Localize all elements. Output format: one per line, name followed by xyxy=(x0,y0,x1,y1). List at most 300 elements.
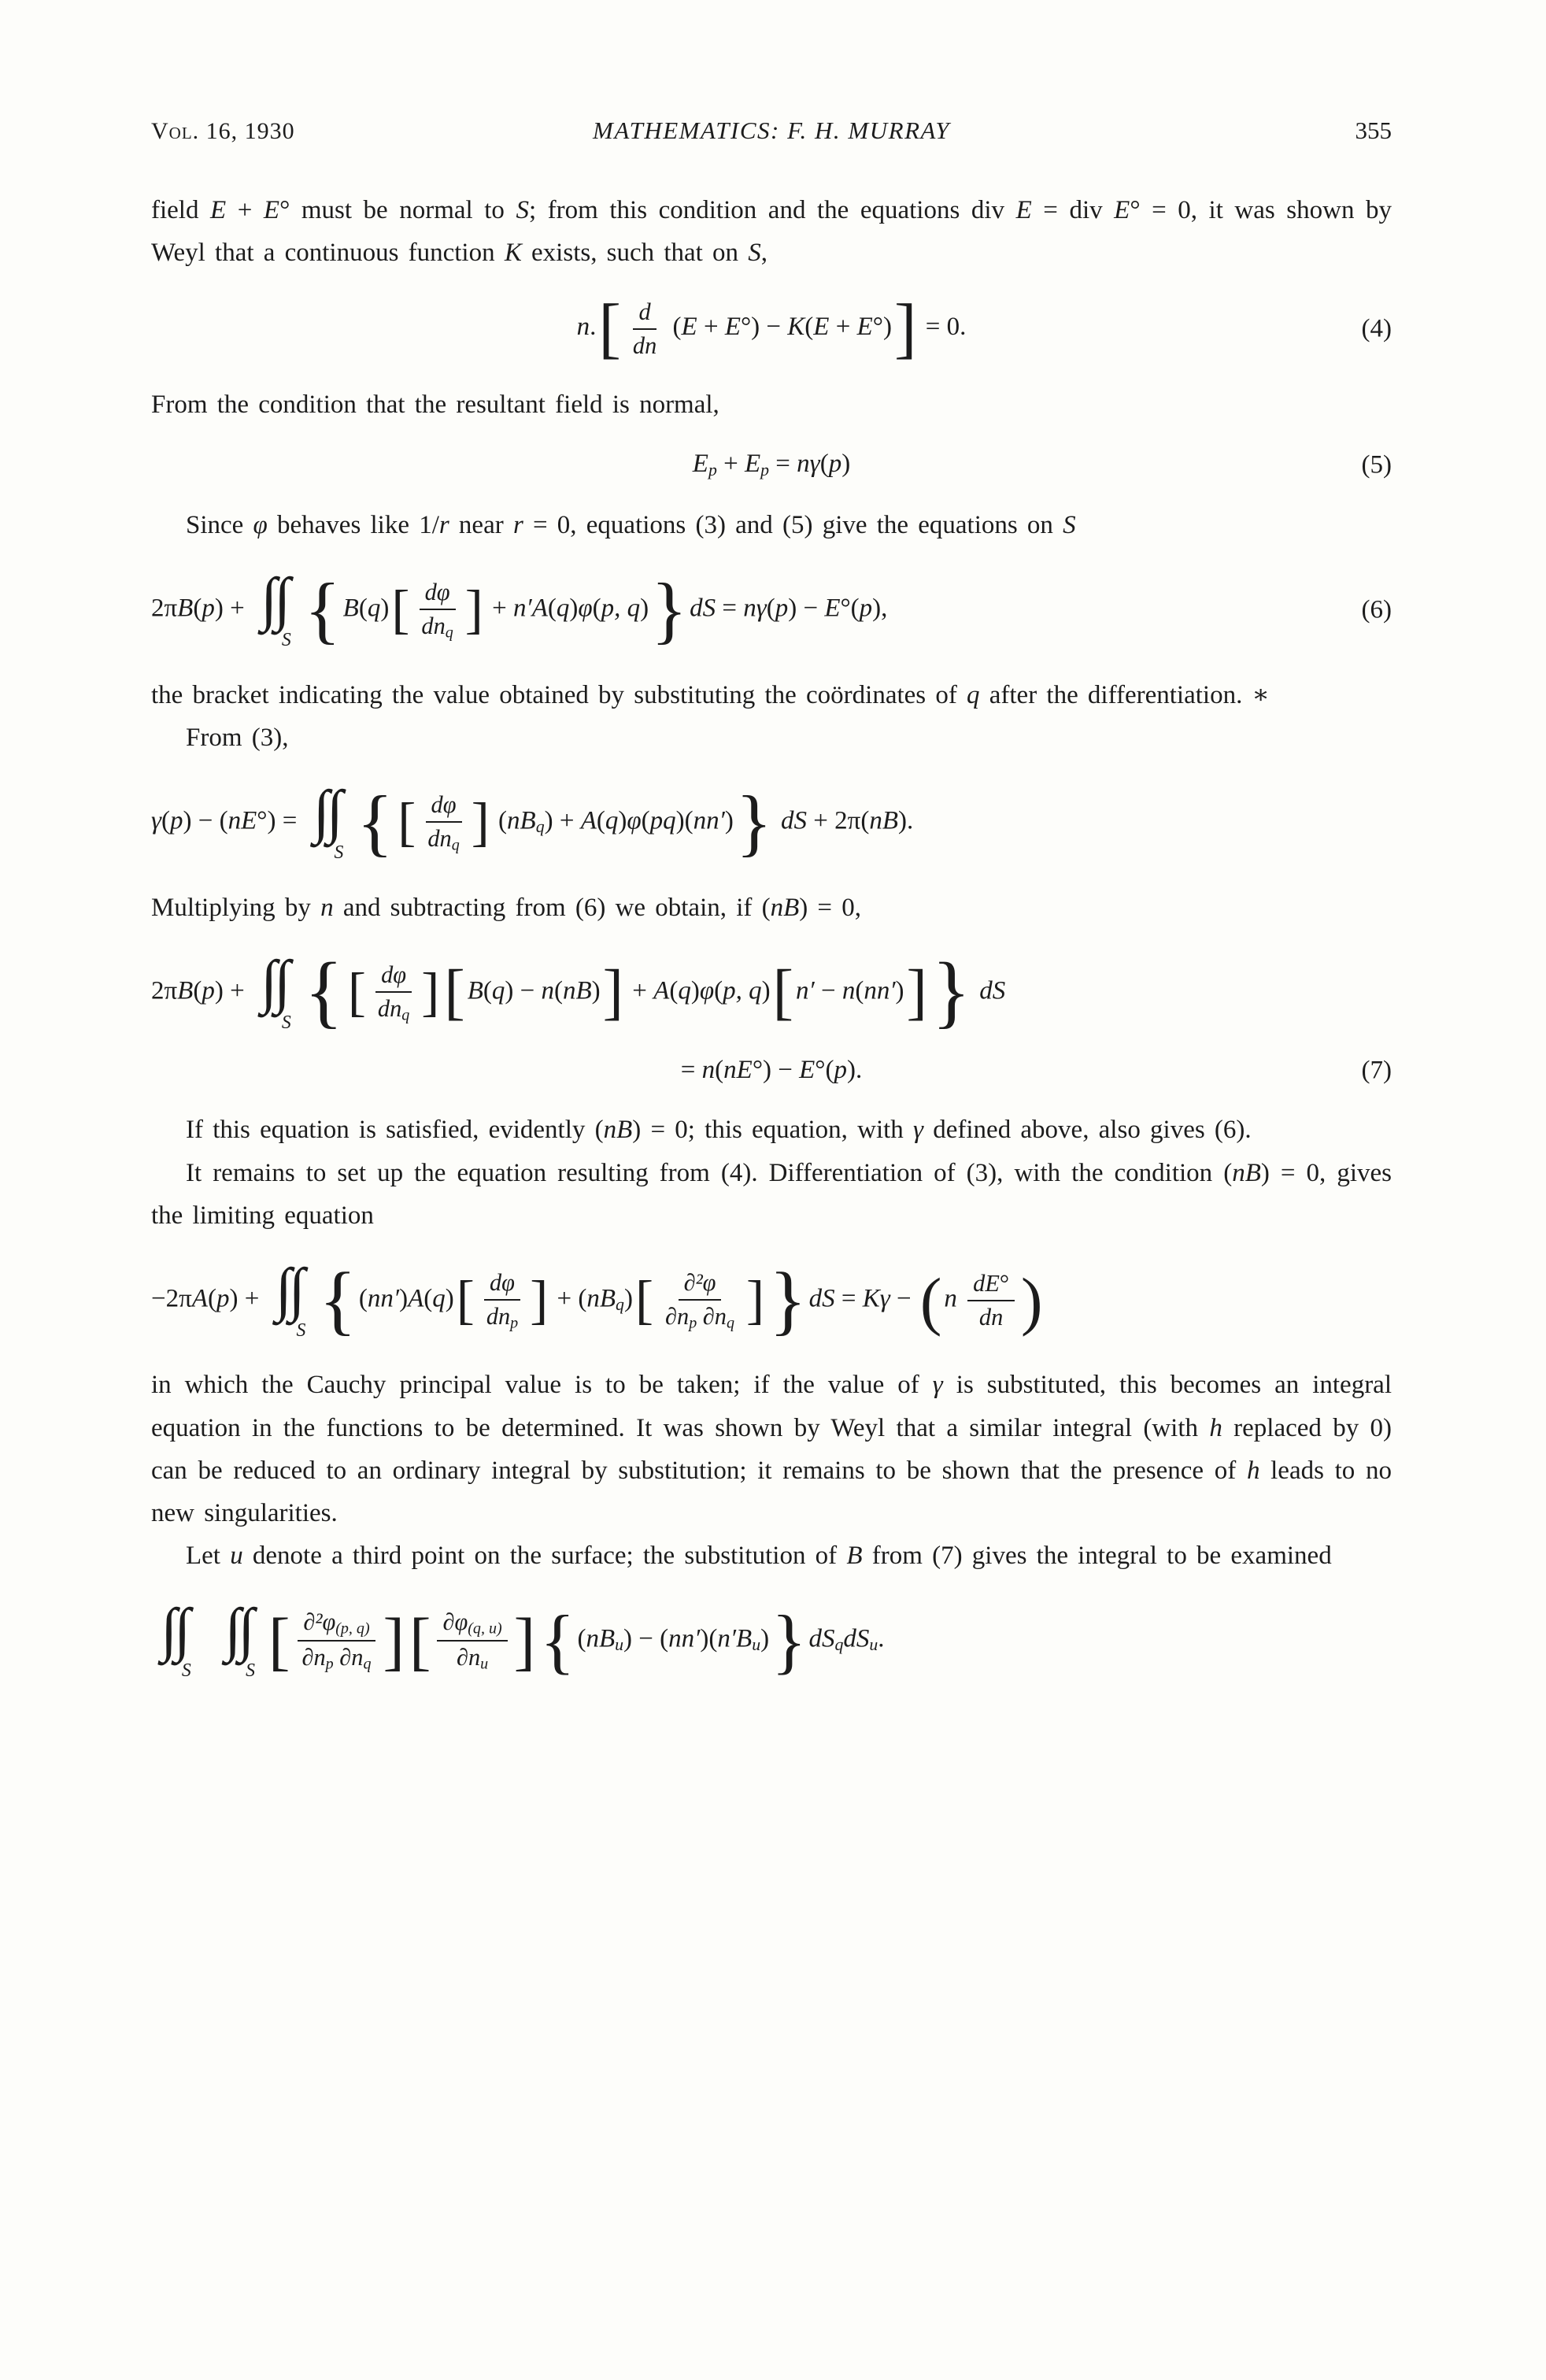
big-delimiter: ) xyxy=(1021,1264,1043,1337)
text-run: 2π xyxy=(151,976,178,1005)
text-run: nn′ xyxy=(864,976,896,1005)
text-run: + xyxy=(829,313,857,342)
big-delimiter: { xyxy=(357,780,394,864)
text-run: ) xyxy=(399,1284,409,1313)
fraction xyxy=(627,298,662,360)
text-run: S xyxy=(748,239,761,268)
fraction-denominator xyxy=(451,1642,494,1673)
fraction-numerator xyxy=(484,1268,520,1300)
text-run: ( xyxy=(491,806,508,835)
text-run: n′A xyxy=(512,594,548,623)
text-run: dS xyxy=(781,806,808,835)
text-run: = xyxy=(716,594,744,623)
paragraph-field-condition xyxy=(151,189,1392,274)
text-run: nE xyxy=(723,1056,753,1085)
text-run: nn′ xyxy=(668,1624,701,1653)
text-run: K xyxy=(862,1284,880,1313)
equation-4 xyxy=(151,291,1392,366)
big-delimiter: [ xyxy=(456,1269,475,1331)
text-run: ( xyxy=(714,976,723,1005)
fraction-numerator xyxy=(967,1269,1015,1301)
big-delimiter: [ xyxy=(444,957,465,1027)
text-run: from (7) gives the integral to be examined xyxy=(862,1541,1332,1570)
fraction-numerator xyxy=(679,1268,722,1300)
text-run: nB xyxy=(770,893,800,922)
text-run: ( xyxy=(666,313,682,342)
text-run: u xyxy=(230,1541,243,1570)
text-run: dφ xyxy=(431,791,457,819)
text-run: p, q xyxy=(601,594,641,623)
text-run: replaced by 0) can be reduced to an ordinary integral by substitution; it remains to be shown that the presence of xyxy=(151,1413,1392,1485)
text-run: + xyxy=(697,313,725,342)
text-run: behaves like 1/ xyxy=(267,510,439,539)
text-run: ( xyxy=(577,1624,586,1653)
big-delimiter: { xyxy=(319,1257,357,1343)
text-run: ( xyxy=(193,594,202,623)
text-run: Multiplying by xyxy=(151,893,321,922)
text-run: ( xyxy=(207,1284,216,1313)
big-delimiter: ] xyxy=(893,291,917,366)
text-run: E xyxy=(799,1056,816,1085)
text-run: ) − xyxy=(788,594,825,623)
text-run: (p, q) xyxy=(335,1619,370,1638)
paragraph-resultant-normal xyxy=(151,383,1392,426)
text-run: = 0. xyxy=(919,313,967,342)
text-run: = div xyxy=(1031,196,1115,224)
text-run: °) xyxy=(872,313,892,342)
double-integral xyxy=(257,566,291,650)
text-run: defined above, also gives (6). xyxy=(923,1116,1252,1145)
double-integral xyxy=(221,1596,255,1681)
text-run: ) + xyxy=(214,594,251,623)
text-run: S xyxy=(1063,510,1076,539)
text-run: B xyxy=(177,976,194,1005)
text-run: ( xyxy=(358,594,368,623)
text-run: γ xyxy=(756,594,767,623)
text-run: ) xyxy=(761,976,771,1005)
text-run: ) − xyxy=(505,976,542,1005)
text-run: ) + xyxy=(544,806,581,835)
text-run: p xyxy=(170,806,183,835)
equation-from-3-body xyxy=(151,778,914,864)
text-run: ( xyxy=(596,806,605,835)
big-delimiter: [ xyxy=(634,1269,654,1331)
text-run: dφ xyxy=(424,579,450,606)
integral-glyphs: ∫∫ xyxy=(224,1596,252,1663)
text-run: q xyxy=(363,1655,372,1673)
text-run: dn xyxy=(427,824,452,852)
text-run: B xyxy=(846,1541,863,1570)
text-run: A xyxy=(653,976,670,1005)
text-run: near xyxy=(449,510,513,539)
integral-domain-label: S xyxy=(281,629,291,650)
text-run: dS xyxy=(979,976,1006,1005)
text-run: ) xyxy=(724,806,734,835)
text-run: p xyxy=(708,460,717,479)
text-run: dE xyxy=(973,1270,1000,1297)
big-delimiter: } xyxy=(769,1257,807,1343)
text-run: q xyxy=(727,1313,735,1331)
text-run: denote a third point on the surface; the substitution of xyxy=(242,1541,847,1570)
big-delimiter: [ xyxy=(347,961,366,1023)
text-run: p, q xyxy=(723,976,762,1005)
big-delimiter: { xyxy=(304,568,341,652)
text-run: ) xyxy=(760,1624,770,1653)
text-run: From (3), xyxy=(186,723,289,752)
fraction xyxy=(481,1268,523,1332)
text-run: ∂n xyxy=(665,1302,690,1330)
equation-final xyxy=(151,1596,1392,1681)
text-run: A xyxy=(191,1284,208,1313)
fraction-denominator xyxy=(660,1301,740,1332)
text-run: = xyxy=(680,1056,702,1085)
text-run: ∂n xyxy=(301,1643,326,1671)
text-run: u xyxy=(615,1635,624,1655)
fraction-numerator xyxy=(426,790,462,822)
text-run: )( xyxy=(675,806,693,835)
integral-domain-label: S xyxy=(246,1660,255,1681)
text-run: E xyxy=(263,196,280,224)
text-run xyxy=(202,1624,216,1653)
text-run: after the differentiation. xyxy=(979,680,1243,709)
integral-glyphs: ∫∫ xyxy=(161,1596,188,1663)
integral-glyphs: ∫∫ xyxy=(313,778,340,845)
text-run: nE xyxy=(227,806,257,835)
text-run: p xyxy=(760,460,770,479)
text-run: E xyxy=(692,450,708,479)
big-delimiter: [ xyxy=(772,957,793,1027)
text-run: ( xyxy=(641,806,650,835)
text-run: ) xyxy=(640,594,649,623)
big-delimiter: ] xyxy=(530,1269,549,1331)
text-run: γ xyxy=(809,450,820,479)
text-run: the bracket indicating the value obtained by substituting the coördinates of xyxy=(151,680,967,709)
text-run: Since xyxy=(186,510,253,539)
text-run: dn xyxy=(421,612,446,639)
double-integral xyxy=(310,778,344,863)
fraction xyxy=(372,961,415,1024)
fraction xyxy=(296,1608,376,1673)
big-delimiter: ] xyxy=(383,1604,405,1677)
text-run: p xyxy=(828,450,842,479)
text-run: φ xyxy=(253,510,268,539)
text-run: ) = 0, xyxy=(799,893,862,922)
text-run: ) xyxy=(380,594,390,623)
text-run: ( xyxy=(592,594,601,623)
text-run: q xyxy=(491,976,505,1005)
text-run: It remains to set up the equation resulting from (4). Differentiation of (3), with the condition ( xyxy=(186,1158,1233,1187)
text-run: E xyxy=(681,313,697,342)
text-run: ). xyxy=(846,1056,863,1085)
fraction-denominator xyxy=(296,1642,376,1673)
text-run: )( xyxy=(700,1624,718,1653)
text-run: ) xyxy=(623,1284,633,1313)
text-run: p xyxy=(216,1284,230,1313)
text-run: p xyxy=(859,594,873,623)
text-run: B xyxy=(342,594,359,623)
text-run: − xyxy=(814,976,842,1005)
text-run: . xyxy=(590,313,597,342)
text-run: dφ xyxy=(490,1269,515,1297)
text-run: K xyxy=(504,239,522,268)
volume-label: Vol. 16, 1930 xyxy=(151,118,295,144)
text-run: ) + xyxy=(214,976,251,1005)
big-delimiter: ] xyxy=(464,579,483,640)
text-run: ° must be normal to xyxy=(279,196,516,224)
equation-4-body xyxy=(576,291,967,366)
integral-domain-label: S xyxy=(181,1660,191,1681)
equation-7-line-2-body xyxy=(681,1056,862,1085)
text-run: B xyxy=(467,976,483,1005)
equation-4-number: (4) xyxy=(1361,314,1392,343)
text-run: q xyxy=(401,1005,410,1023)
equation-from-3 xyxy=(151,778,1392,864)
equation-6-number: (6) xyxy=(1361,595,1392,624)
text-run: −2π xyxy=(151,1284,192,1313)
text-run: ) = 0; this equation, with xyxy=(632,1116,914,1145)
running-title: MATHEMATICS: F. H. MURRAY xyxy=(593,117,950,144)
text-run: ) − ( xyxy=(183,806,228,835)
text-run: n xyxy=(797,450,810,479)
text-run: . xyxy=(878,1624,885,1653)
big-delimiter: } xyxy=(771,1600,807,1681)
double-integral xyxy=(272,1256,306,1341)
integral-domain-label: S xyxy=(296,1320,306,1341)
fraction-numerator xyxy=(633,298,656,329)
text-run: If this equation is satisfied, evidently ( xyxy=(186,1116,604,1145)
integral-domain-label: S xyxy=(334,842,344,863)
text-run: ∂n xyxy=(697,1302,727,1330)
text-run: ( xyxy=(547,594,557,623)
text-run: d xyxy=(638,298,651,326)
text-run: E xyxy=(824,594,841,623)
text-run: h xyxy=(1209,1413,1222,1442)
fraction-numerator xyxy=(298,1608,375,1641)
text-run: q xyxy=(556,594,570,623)
paragraph-it-remains xyxy=(151,1152,1392,1237)
text-run: dφ xyxy=(381,961,407,989)
text-run: u xyxy=(480,1655,489,1673)
fraction-denominator xyxy=(422,823,464,854)
text-run: φ xyxy=(627,806,642,835)
text-run: u xyxy=(869,1635,878,1655)
text-run: ) xyxy=(569,594,579,623)
text-run: γ xyxy=(151,806,162,835)
big-delimiter: ] xyxy=(602,957,624,1027)
text-run: ). xyxy=(897,806,914,835)
text-run: , xyxy=(760,239,768,268)
text-run: q xyxy=(967,680,980,709)
text-run: ) xyxy=(591,976,601,1005)
text-run: ∂n xyxy=(333,1643,364,1671)
paragraph-if-satisfied xyxy=(151,1109,1392,1151)
text-run: u xyxy=(752,1635,761,1655)
text-run: K xyxy=(787,313,805,342)
text-run: q xyxy=(451,836,460,854)
text-run: n′B xyxy=(717,1624,753,1653)
text-run: S xyxy=(516,196,529,224)
text-run: ) − ( xyxy=(623,1624,669,1653)
text-run: exists, such that on xyxy=(521,239,749,268)
text-run: n xyxy=(743,594,756,623)
text-run: ( xyxy=(483,976,492,1005)
text-run: 2π xyxy=(151,594,178,623)
big-delimiter: [ xyxy=(391,579,410,640)
text-run: ∗ xyxy=(1242,680,1270,709)
fraction-numerator xyxy=(420,578,456,609)
text-run: p xyxy=(834,1056,847,1085)
text-run: dS xyxy=(843,1624,870,1653)
fraction-denominator xyxy=(481,1301,523,1332)
text-run: q xyxy=(605,806,619,835)
equation-5-body xyxy=(693,450,850,480)
text-run: ), xyxy=(872,594,888,623)
text-run: n xyxy=(944,1284,957,1313)
text-run: ∂n xyxy=(456,1643,481,1671)
fraction-denominator xyxy=(974,1301,1008,1331)
text-run: q xyxy=(432,1284,446,1313)
text-run: p xyxy=(202,594,215,623)
text-run: dS xyxy=(808,1624,835,1653)
big-delimiter: { xyxy=(540,1600,575,1681)
text-run: γ xyxy=(913,1116,924,1145)
text-run: dn xyxy=(486,1302,511,1330)
text-run: in which the Cauchy principal value is to be taken; if the value of xyxy=(151,1371,933,1400)
text-run: ) + xyxy=(229,1284,266,1313)
equation-7-line-1-body xyxy=(151,947,1006,1037)
fraction-numerator xyxy=(375,961,412,992)
text-run: Let xyxy=(186,1541,231,1570)
paragraph-cauchy xyxy=(151,1364,1392,1534)
integral-glyphs: ∫∫ xyxy=(261,566,288,633)
paragraph-multiplying xyxy=(151,886,1392,929)
text-run: °) − xyxy=(740,313,788,342)
paragraph-since-phi xyxy=(151,504,1392,546)
equation-5-number: (5) xyxy=(1361,450,1392,479)
text-run: ( xyxy=(358,1284,368,1313)
fraction-denominator xyxy=(627,330,662,360)
text-run xyxy=(957,1284,963,1312)
text-run: ; from this condition and the equations div xyxy=(528,196,1016,224)
text-run: dS xyxy=(808,1284,835,1313)
text-run: dS xyxy=(690,594,716,623)
text-run: γ xyxy=(932,1371,943,1400)
text-run: E xyxy=(744,450,761,479)
text-run: + xyxy=(716,450,745,479)
text-run: nB xyxy=(563,976,592,1005)
text-run: ( xyxy=(715,1056,724,1085)
text-run: q xyxy=(445,624,453,642)
big-delimiter: } xyxy=(931,947,971,1037)
text-run: = xyxy=(769,450,797,479)
text-run: E xyxy=(856,313,873,342)
text-run: ° = 0, it was shown by Weyl that a continuous function xyxy=(151,196,1392,268)
double-integral xyxy=(157,1596,191,1681)
text-run: dn xyxy=(978,1303,1004,1331)
text-run: nB xyxy=(586,1284,616,1313)
text-run: q xyxy=(678,976,691,1005)
text-run: (q, u) xyxy=(468,1619,502,1638)
text-run: ) xyxy=(895,976,904,1005)
text-run: n′ xyxy=(795,976,815,1005)
text-run: leads to no new singularities. xyxy=(151,1456,1392,1527)
fraction xyxy=(660,1268,740,1332)
equation-6-body xyxy=(151,566,888,652)
text-run: r xyxy=(512,510,523,539)
page-number: 355 xyxy=(1355,117,1392,144)
big-delimiter: [ xyxy=(398,791,416,853)
page-header xyxy=(151,117,1392,145)
text-run: nB xyxy=(586,1624,616,1653)
integral-glyphs: ∫∫ xyxy=(261,948,288,1015)
text-run: ( xyxy=(161,806,171,835)
paragraph-bracket-note xyxy=(151,674,1392,716)
text-run: = xyxy=(834,1284,863,1313)
text-run: E xyxy=(1114,196,1130,224)
text-run: n xyxy=(701,1056,716,1085)
text-run: E xyxy=(1015,196,1032,224)
text-run: q xyxy=(367,594,381,623)
text-run: nB xyxy=(869,806,898,835)
text-run: °( xyxy=(815,1056,834,1085)
text-run: ( xyxy=(193,976,202,1005)
text-run: A xyxy=(408,1284,424,1313)
paragraph-from-3 xyxy=(151,716,1392,759)
fraction-numerator xyxy=(437,1608,507,1641)
text-run: φ xyxy=(578,594,593,623)
text-run: E xyxy=(724,313,741,342)
text-run: n xyxy=(320,893,334,922)
text-run: ( xyxy=(855,976,864,1005)
text-run: q xyxy=(535,817,545,837)
integral-glyphs: ∫∫ xyxy=(275,1256,302,1323)
text-run: ° xyxy=(999,1270,1010,1297)
text-run: p xyxy=(775,594,789,623)
text-run: + 2π( xyxy=(807,806,870,835)
text-run xyxy=(775,806,781,835)
equation-6 xyxy=(151,566,1392,652)
text-run: n xyxy=(841,976,856,1005)
text-run: dn xyxy=(377,994,402,1022)
big-delimiter: { xyxy=(304,947,343,1037)
text-run: nB xyxy=(507,806,536,835)
text-run: ( xyxy=(669,976,679,1005)
text-run: q xyxy=(616,1294,624,1314)
text-run: ( xyxy=(819,450,829,479)
text-run: pq xyxy=(649,806,676,835)
big-delimiter: } xyxy=(735,780,772,864)
equation-5 xyxy=(151,450,1392,480)
text-run: nB xyxy=(1232,1158,1261,1187)
text-run: ∂φ xyxy=(442,1608,468,1636)
big-delimiter: } xyxy=(651,568,688,652)
fraction xyxy=(967,1269,1015,1331)
text-run: field xyxy=(151,196,211,224)
big-delimiter: [ xyxy=(598,291,621,366)
text-run: E xyxy=(813,313,830,342)
fraction xyxy=(422,790,464,854)
text-run: ) xyxy=(690,976,700,1005)
text-run: + ( xyxy=(550,1284,587,1313)
text-run: nn′ xyxy=(367,1284,400,1313)
big-delimiter: ] xyxy=(513,1604,536,1677)
text-run: ( xyxy=(554,976,563,1005)
big-delimiter: ] xyxy=(906,957,927,1027)
big-delimiter: ] xyxy=(421,961,440,1023)
text-run: q xyxy=(834,1635,844,1655)
text-run: ) xyxy=(618,806,627,835)
big-delimiter: ( xyxy=(919,1264,942,1337)
